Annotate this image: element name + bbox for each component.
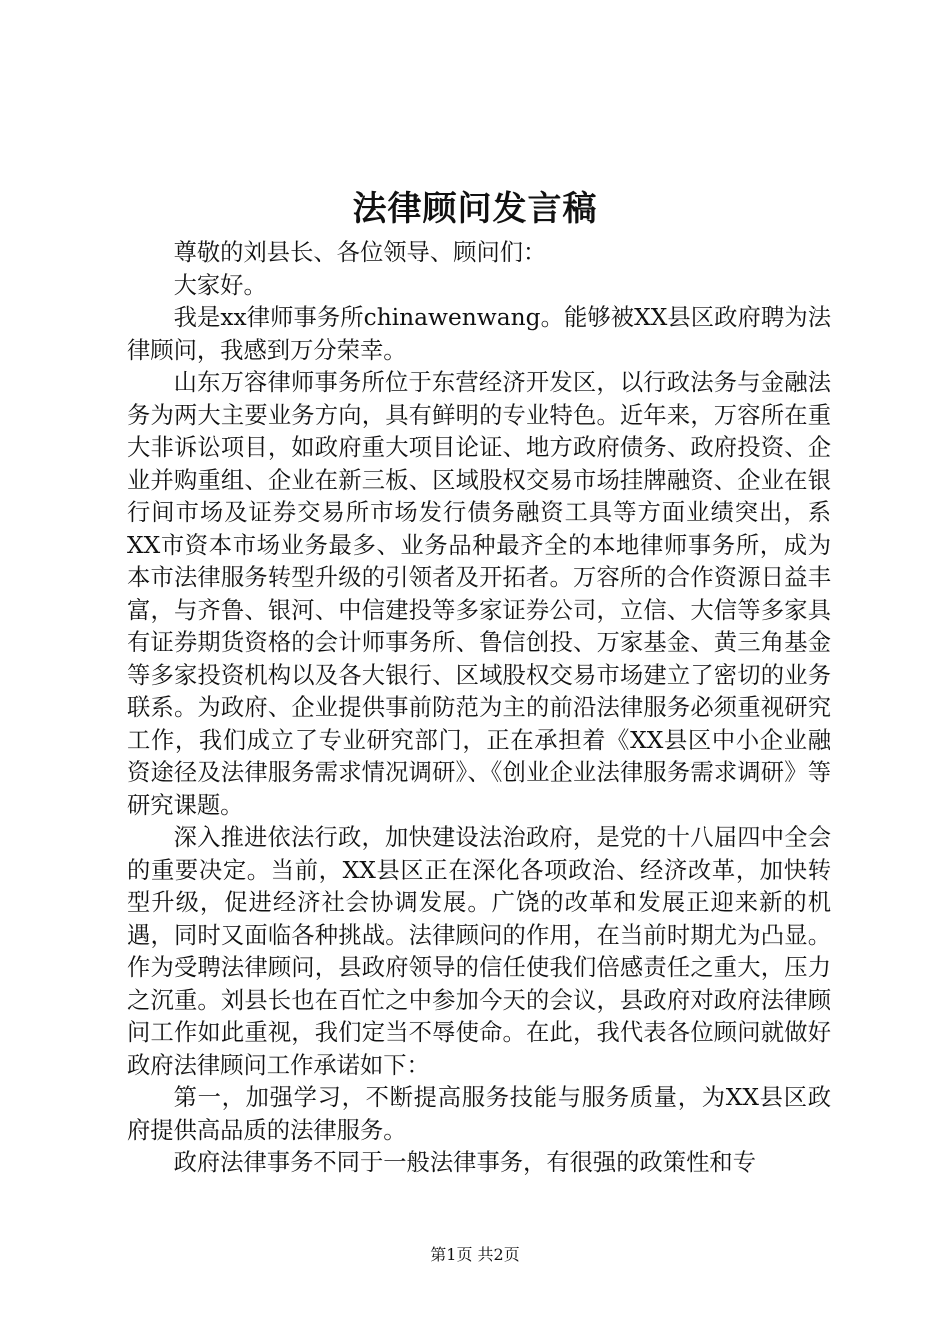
document-body [127, 237, 831, 1180]
page-number-footer: 第1页 共2页 [430, 1245, 520, 1264]
commitment-one-paragraph: 第一，加强学习，不断提高服务技能与服务质量，为XX县区政府提供高品质的法律服务。 [127, 1084, 831, 1144]
salutation-paragraph: 尊敬的刘县长、各位领导、顾问们： [173, 239, 547, 266]
continuation-paragraph: 政府法律事务不同于一般法律事务，有很强的政策性和专 [173, 1149, 757, 1176]
greeting-paragraph: 大家好。 [173, 271, 267, 299]
introduction-paragraph: 我是xx律师事务所chinawenwang。能够被XX县区政府聘为法律顾问，我感到万分荣幸。 [127, 304, 831, 364]
document-title: 法律顾问发言稿 [352, 189, 598, 229]
rule-of-law-paragraph: 深入推进依法行政，加快建设法治政府，是党的十八届四中全会的重要决定。当前，XX县区正在深化各项政治、经济改革，加快转型升级，促进经济社会协调发展。广饶的改革和发展正迎来新的机遇，同时又面临各种挑战。法律顾问的作用，在当前时期尤为凸显。作为受聘法律顾问，县政府领导的信任使我们倍感责任之重大，压力之沉重。刘县长也在百忙之中参加今天的会议，县政府对政府法律顾问工作如此重视，我们定当不辱使命。在此，我代表各位顾问就做好政府法律顾问工作承诺如下： [127, 824, 831, 1079]
firm-profile-paragraph: 山东万容律师事务所位于东营经济开发区，以行政法务与金融法务为两大主要业务方向，具有鲜明的专业特色。近年来，万容所在重大非诉讼项目，如政府重大项目论证、地方政府债务、政府投资、企业并购重组、企业在新三板、区域股权交易市场挂牌融资、企业在银行间市场及证券交易所市场发行债务融资工具等方面业绩突出，系XX市资本市场业务最多、业务品种最齐全的本地律师事务所，成为本市法律服务转型升级的引领者及开拓者。万容所的合作资源日益丰富，与齐鲁、银河、中信建投等多家证券公司，立信、大信等多家具有证券期货资格的会计师事务所、鲁信创投、万家基金、黄三角基金等多家投资机构以及各大银行、区域股权交易市场建立了密切的业务联系。为政府、企业提供事前防范为主的前沿法律服务必须重视研究工作，我们成立了专业研究部门，正在承担着《XX县区中小企业融资途径及法律服务需求情况调研》、《创业企业法律服务需求调研》等研究课题。 [127, 369, 831, 819]
